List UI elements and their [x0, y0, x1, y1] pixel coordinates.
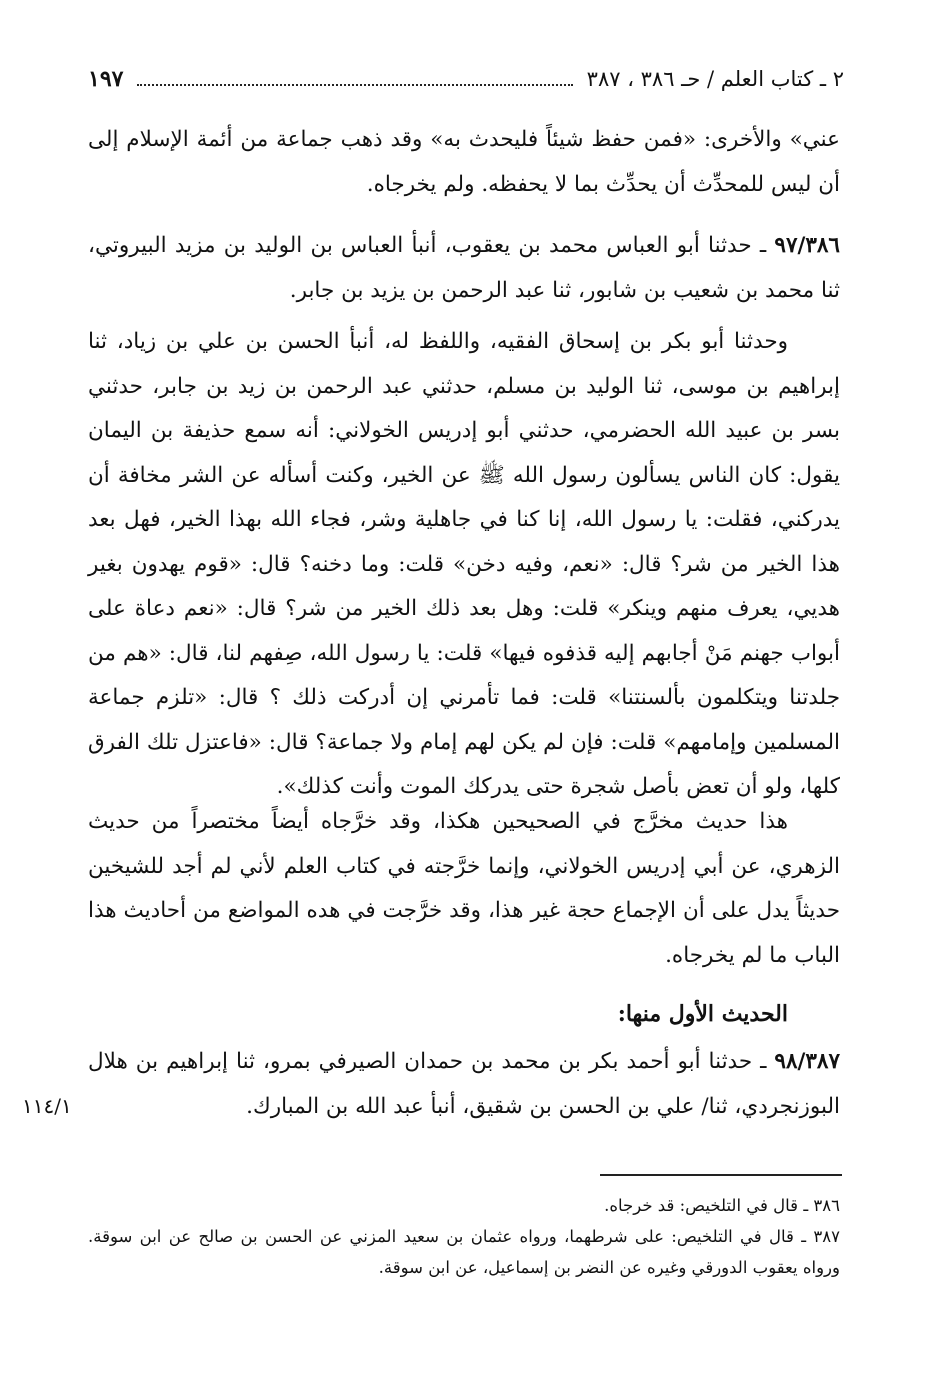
hadith-387-chain: [88, 1040, 840, 1129]
hadith-386-matn-text: وحدثنا أبو بكر بن إسحاق الفقيه، واللفظ له، أنبأ الحسن بن علي بن زياد، ثنا إبراهيم بن موسى، ثنا الوليد بن مسلم، حدثني عبد الرحمن بن زيد بن جابر، حدثني بسر بن عبيد الله الحضرمي، حدثني أبو إدريس الخولاني: أنه سمع حذيفة بن اليمان يقول: كان الناس يسألون رسول الله ﷺ عن الخير، وكنت أسأله عن الشر مخافة أن يدركني، فقلت: يا رسول الله، إنا كنا في جاهلية وشر، فجاء الله بهذا الخير، فهل بعد هذا الخير من شر؟ قال: «نعم، وفيه دخن» قلت: وما دخنه؟ قال: «قوم يهدون بغير هديي، يعرف منهم وينكر» قلت: وهل بعد ذلك الخير من شر؟ قال: «نعم دعاة على أبواب جهنم مَنْ أجابهم إليه قذفوه فيها» قلت: يا رسول الله، صِفهم لنا، قال: «هم من جلدتنا ويتكلمون بألسنتنا» قلت: فما تأمرني إن أدركت ذلك ؟ قال: «تلزم جماعة المسلمين وإمامهم» قلت: فإن لم يكن لهم إمام ولا جماعة؟ قال: «فاعتزل تلك الفرق كلها، ولو أن تعض بأصل شجرة حتى يدركك الموت وأنت كذلك».: [88, 329, 840, 799]
hadith-number-386: ٩٧/٣٨٦: [774, 233, 840, 258]
commentary-paragraph: [88, 800, 840, 978]
footnote-387: ٣٨٧ ـ قال في التلخيص: على شرطهما، ورواه عثمان بن سعيد المزني عن الحسن بن صالح عن ابن سوقة. ورواه يعقوب الدورقي وغيره عن النضر بن إسماعيل، عن ابن سوقة.: [88, 1227, 840, 1277]
footnotes: [88, 1190, 840, 1283]
paragraph-1: [88, 118, 840, 207]
hadith-387-body: ـ حدثنا أبو أحمد بكر بن محمد بن حمدان الصيرفي بمرو، ثنا إبراهيم بن هلال البوزنجردي، ثنا/ علي بن الحسن بن شقيق، أنبأ عبد الله بن المبارك.: [88, 1049, 840, 1119]
manuscript-margin-reference: ١١٤/١: [22, 1094, 72, 1118]
hadith-387-text: [88, 1040, 840, 1129]
hadith-number-387: ٩٨/٣٨٧: [774, 1049, 840, 1074]
page-number: ١٩٧: [88, 66, 124, 92]
hadith-386-chain: [88, 224, 840, 313]
header-dotted-leader: [137, 84, 572, 86]
page-header: [88, 62, 844, 96]
footnote-386: ٣٨٦ ـ قال في التلخيص: قد خرجاه.: [604, 1196, 840, 1215]
hadith-386-body: ـ حدثنا أبو العباس محمد بن يعقوب، أنبأ العباس بن الوليد بن مزيد البيروتي، ثنا محمد بن شعيب بن شابور، ثنا عبد الرحمن بن يزيد بن جابر.: [88, 233, 840, 303]
section-heading: الحديث الأول منها:: [617, 1001, 788, 1027]
hadith-386-text: [88, 224, 840, 313]
paragraph-1-text: عني» والأخرى: «فمن حفظ شيئاً فليحدث به» وقد ذهب جماعة من أئمة الإسلام إلى أن ليس للمحدِّث أن يحدِّث بما لا يحفظه. ولم يخرجاه.: [88, 127, 840, 197]
commentary-text: هذا حديث مخرَّج في الصحيحين هكذا، وقد خرَّجاه أيضاً مختصراً من حديث الزهري، عن أبي إدريس الخولاني، وإنما خرَّجته في كتاب العلم لأني لم أجد للشيخين حديثاً يدل على أن الإجماع حجة غير هذا، وقد خرَّجت في هده المواضع من أحاديث هذا الباب ما لم يخرجاه.: [88, 809, 840, 968]
footnote-separator: [600, 1174, 842, 1176]
running-title: ٢ ـ كتاب العلم / حـ ٣٨٦ ، ٣٨٧: [586, 67, 844, 91]
hadith-386-matn: [88, 320, 840, 810]
section-heading-block: [88, 992, 840, 1037]
